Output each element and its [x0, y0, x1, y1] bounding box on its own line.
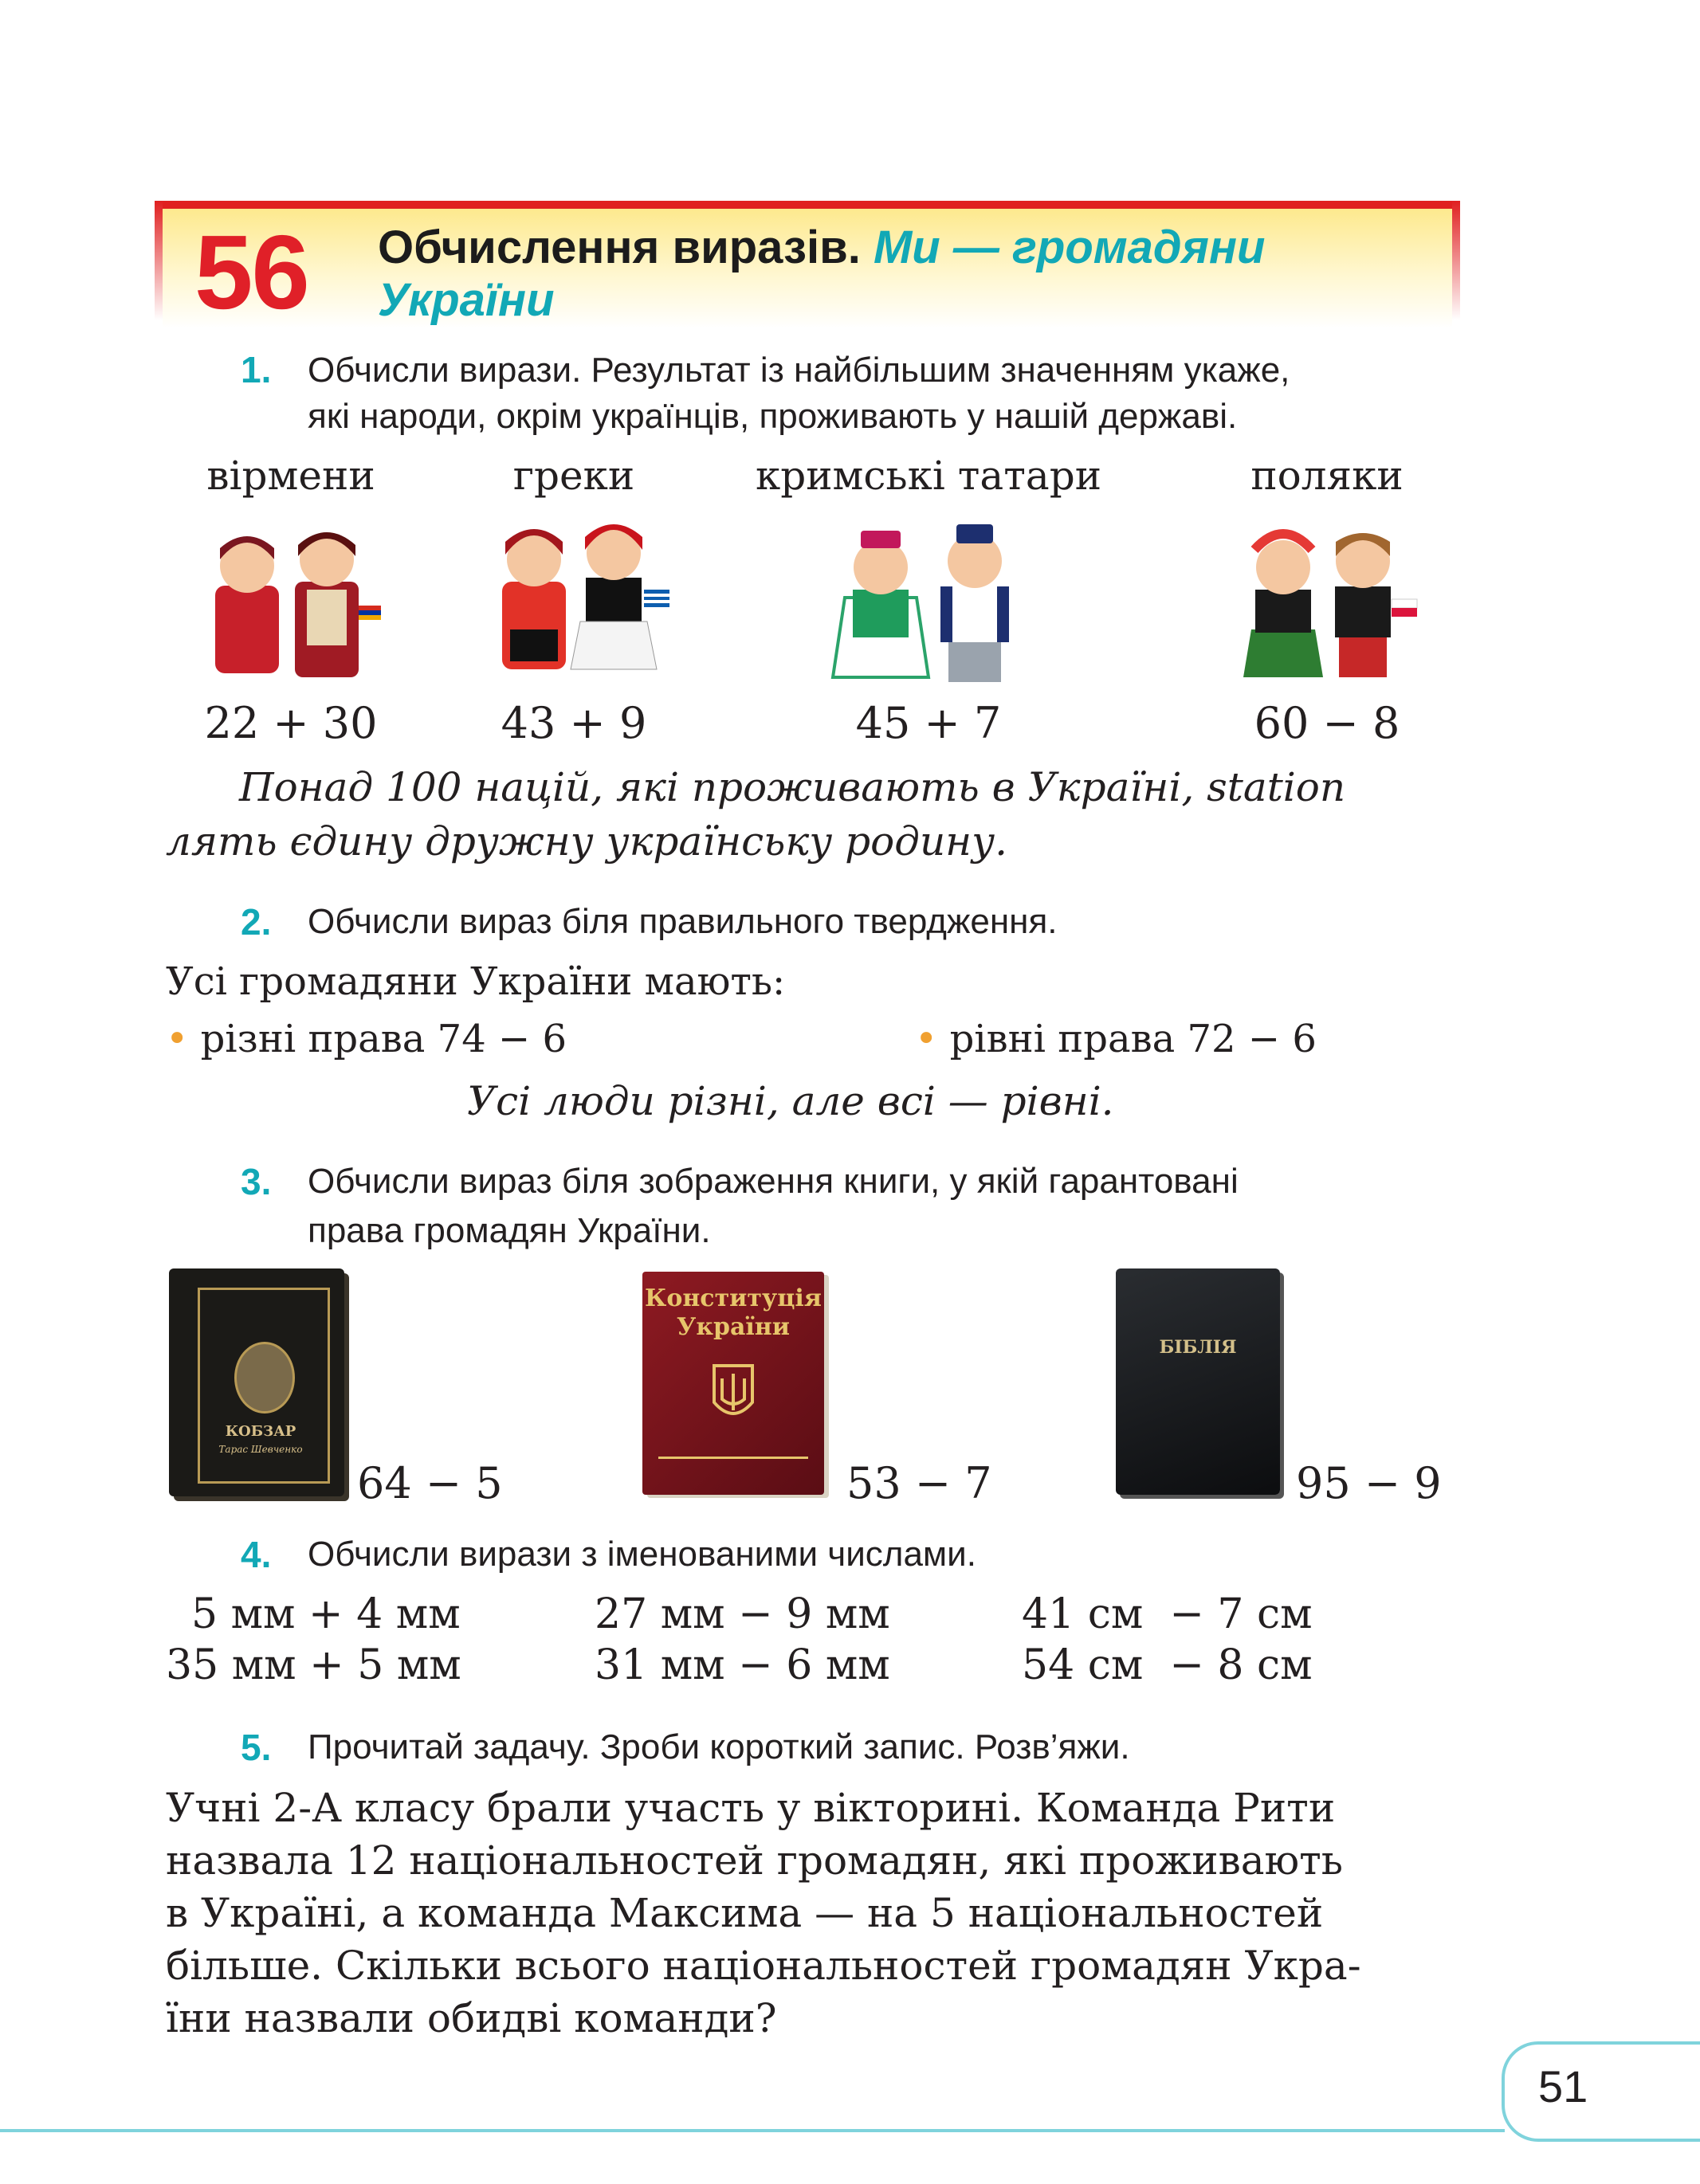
task-5-problem-line: їни назвали обидві команди?	[166, 1995, 777, 2041]
bible-cover-title: БІБЛІЯ	[1159, 1337, 1237, 1358]
task-5-problem-line: назвала 12 національностей громадян, які проживають	[166, 1837, 1344, 1884]
nation-expression-armenians: 22 + 30	[204, 698, 378, 748]
armenian-children-illustration	[199, 510, 391, 685]
crimean-tatar-children-illustration	[821, 510, 1036, 693]
task-2-number: 2.	[241, 901, 272, 943]
page-bottom-rule	[0, 2129, 1505, 2132]
task-4-expr-2-2: 31 мм − 6 мм	[595, 1641, 890, 1689]
task-2-motto: Усі люди різні, але всі — рівні.	[467, 1078, 1114, 1124]
task-2-text: Обчисли вираз біля правильного твердження.	[308, 902, 1058, 941]
nation-label-poles: поляки	[1250, 453, 1404, 499]
task-1-motto-line1: Понад 100 націй, які проживають в Україні, station	[239, 764, 1346, 810]
greek-children-illustration	[486, 502, 677, 685]
bullet-icon: •	[166, 1017, 189, 1061]
task-3-text-line2: права громадян України.	[308, 1211, 711, 1250]
bullet-icon: •	[915, 1017, 938, 1061]
task-2-option-equal-rights	[915, 1014, 1317, 1065]
lesson-title-accent-line2: України	[378, 274, 555, 326]
task-4-expr-2-1: 27 мм − 9 мм	[595, 1590, 890, 1638]
task-5-number: 5.	[241, 1727, 272, 1768]
nation-expression-crimean-tatars: 45 + 7	[855, 698, 1002, 748]
page-number: 51	[1538, 2061, 1588, 2111]
task-2-lead: Усі громадяни України мають:	[166, 959, 786, 1004]
task-5-text: Прочитай задачу. Зроби короткий запис. Розв’яжи.	[308, 1727, 1130, 1766]
lesson-title-accent: Ми — громадяни	[873, 222, 1266, 273]
trident-emblem-icon	[709, 1363, 757, 1426]
task-4-text: Обчисли вирази з іменованими числами.	[308, 1535, 976, 1574]
task-5-problem	[166, 1782, 1457, 2045]
task-3-text-line1: Обчисли вираз біля зображення книги, у якій гарантовані	[308, 1162, 1239, 1201]
task-4-expr-3-1: 41 см − 7 см	[1022, 1590, 1313, 1638]
constitution-cover-title-line1: Конституція	[645, 1284, 822, 1312]
lesson-title-main: Обчислення виразів.	[378, 222, 861, 273]
lesson-number: 56	[194, 214, 308, 331]
page-number-tab	[1502, 2041, 1700, 2142]
bible-book-image	[1116, 1268, 1280, 1495]
nation-expression-poles: 60 − 8	[1254, 698, 1400, 748]
constitution-cover-title-line2: України	[676, 1313, 791, 1341]
polish-children-illustration	[1235, 510, 1427, 685]
task-5-problem-line: більше. Скільки всього національностей громадян Укра-	[166, 1943, 1361, 1989]
task-1-text-line1: Обчисли вирази. Результат із найбільшим значенням укаже,	[308, 351, 1290, 390]
bible-expression: 95 − 9	[1296, 1458, 1442, 1508]
task-5-problem-line: Учні 2-А класу брали участь у вікторині. Команда Рити	[166, 1785, 1336, 1831]
task-4-expr-3-2: 54 см − 8 см	[1022, 1641, 1313, 1689]
task-1-text-line2: які народи, окрім українців, проживають у нашій державі.	[308, 397, 1238, 436]
task-2-option-text: рівні права 72 − 6	[949, 1017, 1317, 1061]
kobzar-expression: 64 − 5	[357, 1458, 503, 1508]
kobzar-cover-subtitle: Тарас Шевченко	[218, 1444, 303, 1455]
task-4-expr-1-1: 5 мм + 4 мм	[191, 1590, 461, 1638]
task-2-option-different-rights	[166, 1014, 567, 1065]
task-5-problem-line: в Україні, а команда Максима — на 5 національностей	[166, 1890, 1324, 1936]
task-4-expr-1-2: 35 мм + 5 мм	[166, 1641, 461, 1689]
task-3-number: 3.	[241, 1161, 272, 1202]
nation-label-crimean-tatars: кримські татари	[755, 453, 1102, 499]
task-1-motto-line2: лять єдину дружну українську родину.	[166, 818, 1007, 865]
kobzar-cover-title: КОБЗАР	[225, 1423, 296, 1440]
task-2-option-text: різні права 74 − 6	[200, 1017, 567, 1061]
task-4-number: 4.	[241, 1534, 272, 1575]
nation-label-greeks: греки	[512, 453, 635, 499]
nation-label-armenians: вірмени	[206, 453, 375, 499]
constitution-book-image	[642, 1272, 824, 1495]
nation-expression-greeks: 43 + 9	[501, 698, 647, 748]
task-1-number: 1.	[241, 349, 272, 390]
lesson-title	[378, 222, 1265, 274]
kobzar-book-image	[169, 1268, 344, 1496]
constitution-expression: 53 − 7	[846, 1458, 992, 1508]
